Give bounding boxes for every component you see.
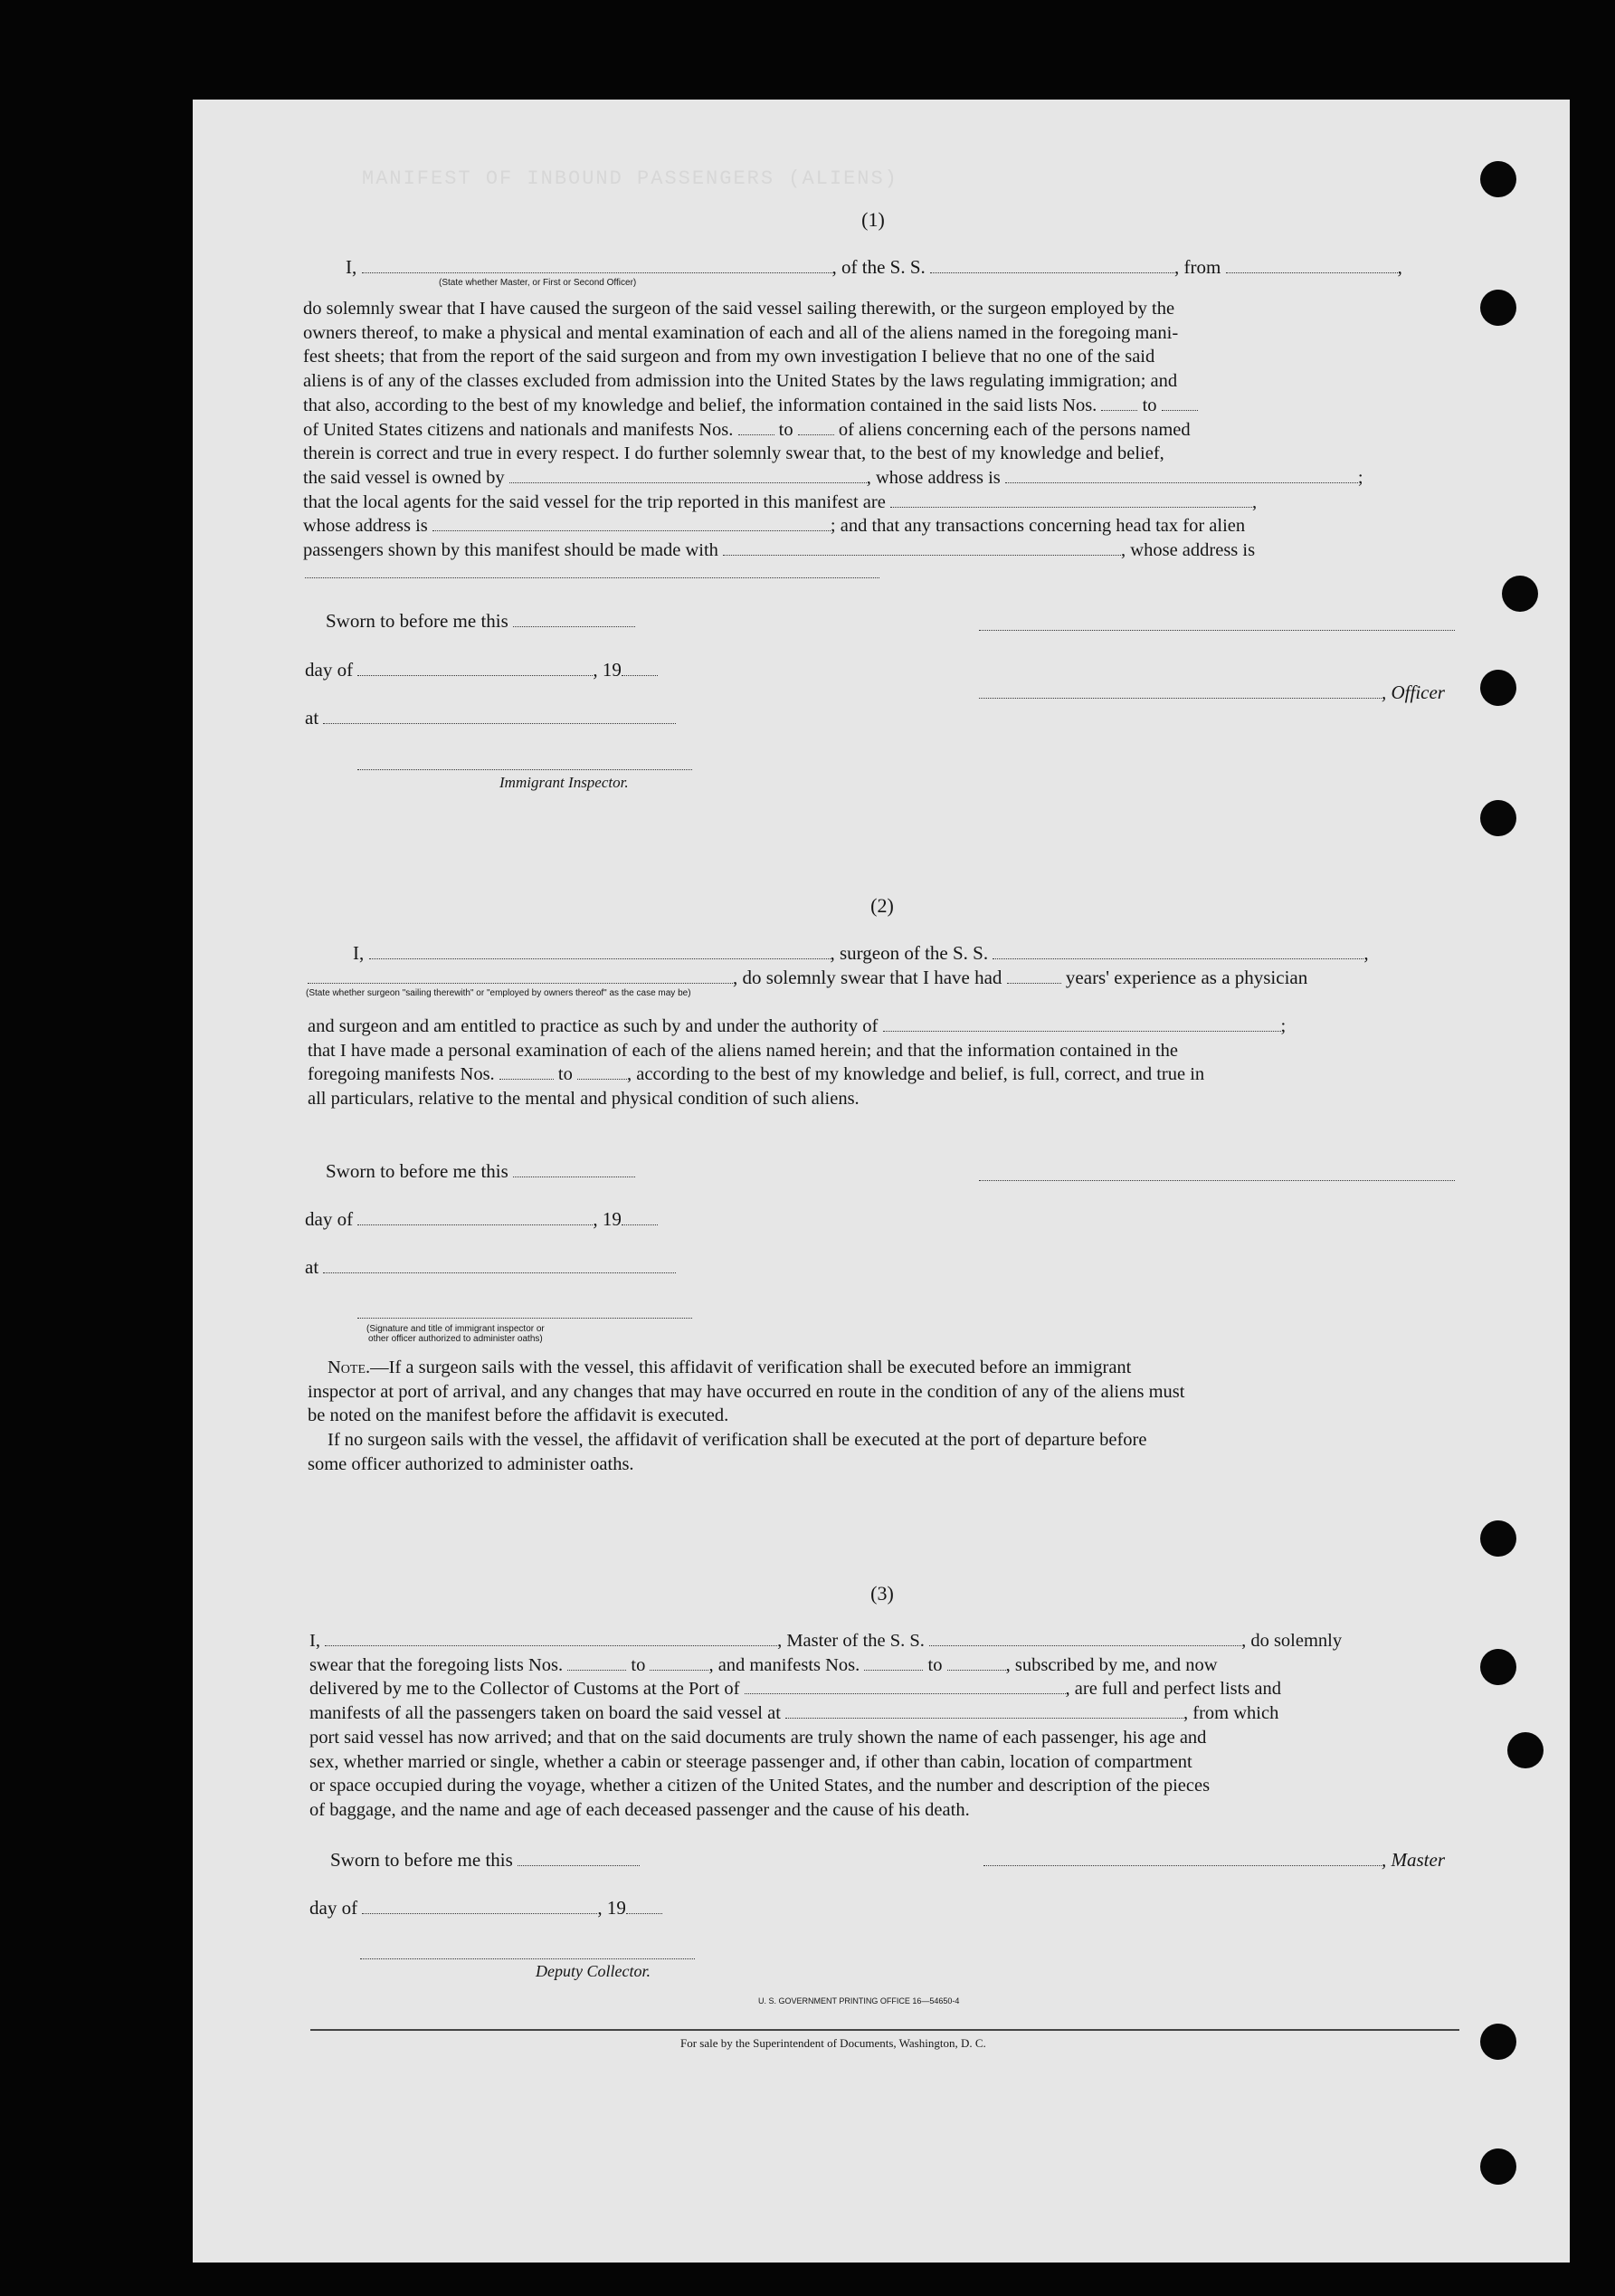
vessel-owner-field[interactable]: [509, 468, 867, 483]
head-tax-contact-field[interactable]: [723, 540, 1121, 556]
s2-body-line: all particulars, relative to the mental and physical condition of such aliens.: [308, 1089, 860, 1110]
s3-body-line: port said vessel has now arrived; and that on the said documents are truly shown the name of each passenger, his age and: [309, 1727, 1207, 1748]
s2-manifests-to-field[interactable]: [577, 1064, 627, 1080]
s3-lists-from-field[interactable]: [567, 1655, 626, 1671]
s1-body-line: that the local agents for the said vessel for the trip reported in this manifest are ,: [303, 491, 1258, 512]
s2-line2: , do solemnly swear that I have had years' experience as a physician: [308, 966, 1307, 989]
s3-body-line: manifests of all the passengers taken on board the said vessel at , from which: [309, 1703, 1279, 1724]
s3-manifests-from-field[interactable]: [864, 1655, 923, 1671]
s3-body-line: I, , Master of the S. S. , do solemnly: [309, 1631, 1343, 1651]
s3-day-of: day of , 19: [309, 1896, 662, 1920]
ship-name-field[interactable]: [930, 258, 1174, 273]
master-name-field[interactable]: [362, 258, 832, 273]
s2-note-line: some officer authorized to administer oaths.: [308, 1453, 634, 1474]
s1-at: at: [305, 706, 676, 729]
section-1-number: (1): [861, 208, 885, 231]
punch-hole: [1480, 1649, 1516, 1685]
s2-signature-note: (Signature and title of immigrant inspector or other officer authorized to administer oaths): [366, 1324, 545, 1344]
printing-office-line: U. S. GOVERNMENT PRINTING OFFICE 16—54650-4: [758, 1996, 960, 2005]
s1-day-of-field[interactable]: [357, 661, 593, 676]
s3-body-line: delivered by me to the Collector of Customs at the Port of , are full and perfect lists and: [309, 1679, 1282, 1700]
s1-year-field[interactable]: [622, 661, 658, 676]
s3-day-of-field[interactable]: [362, 1899, 597, 1914]
s3-master-signature-field[interactable]: [983, 1851, 1382, 1866]
s1-officer-signature-field[interactable]: [979, 683, 1382, 699]
s1-body-line: do solemnly swear that I have caused the surgeon of the said vessel sailing therewith, or the surgeon employed by the: [303, 299, 1175, 319]
surgeon-status-field[interactable]: [308, 968, 733, 984]
lists-nos-to-field[interactable]: [1162, 395, 1198, 411]
years-experience-field[interactable]: [1007, 968, 1061, 984]
from-port-field[interactable]: [1226, 258, 1398, 273]
s2-body-line: foregoing manifests Nos. to , according to the best of my knowledge and belief, is full, correct, and true in: [308, 1064, 1205, 1085]
s2-at-field[interactable]: [323, 1258, 676, 1273]
s1-sworn-date-field[interactable]: [513, 612, 635, 627]
lists-nos-from-field[interactable]: [1101, 395, 1137, 411]
s1-sworn: Sworn to before me this: [326, 609, 635, 633]
s1-address-continuation-field[interactable]: [305, 563, 879, 578]
s3-body-line: or space occupied during the voyage, whether a citizen of the United States, and the number and description of the pieces: [309, 1776, 1211, 1796]
s2-inspector-signature-field[interactable]: [357, 1303, 692, 1319]
surgeon-name-field[interactable]: [369, 944, 831, 959]
s3-master: , Master: [983, 1848, 1445, 1872]
s1-officer-note: (State whether Master, or First or Second Officer): [439, 278, 637, 288]
bleed-through-header: MANIFEST OF INBOUND PASSENGERS (ALIENS): [362, 167, 898, 190]
s3-body-line: sex, whether married or single, whether a cabin or steerage passenger and, if other than cabin, location of compartment: [309, 1751, 1192, 1772]
s2-at: at: [305, 1255, 676, 1279]
s3-lists-to-field[interactable]: [650, 1655, 708, 1671]
punch-hole: [1502, 576, 1538, 612]
s2-body-line: and surgeon and am entitled to practice as such by and under the authority of ;: [308, 1016, 1287, 1036]
s1-body-line: whose address is ; and that any transactions concerning head tax for alien: [303, 516, 1246, 537]
s2-manifests-from-field[interactable]: [499, 1064, 554, 1080]
s1-officer: , Officer: [979, 681, 1445, 704]
s1-body-line: owners thereof, to make a physical and mental examination of each and all of the aliens named in the foregoing mani-: [303, 322, 1179, 343]
s3-collector-signature-field[interactable]: [360, 1944, 695, 1959]
punch-hole: [1480, 2024, 1516, 2060]
s1-inspector-label: Immigrant Inspector.: [499, 774, 629, 791]
boarding-port-field[interactable]: [785, 1703, 1183, 1719]
s1-body-line: passengers shown by this manifest should be made with , whose address is: [303, 540, 1256, 561]
section-3-number: (3): [870, 1582, 894, 1605]
s2-day-of: day of , 19: [305, 1207, 658, 1231]
s3-body: [309, 1629, 1460, 1823]
manifests-nos-to-field[interactable]: [798, 420, 834, 435]
s2-surgeon-signature-field[interactable]: [979, 1166, 1455, 1181]
local-agents-field[interactable]: [890, 492, 1252, 508]
punch-hole: [1480, 1520, 1516, 1557]
punch-hole: [1480, 2148, 1516, 2185]
s1-body-line: aliens is of any of the classes excluded from admission into the United States by the laws regulating immigration; and: [303, 371, 1178, 392]
s3-collector-label: Deputy Collector.: [536, 1962, 651, 1980]
s1-at-field[interactable]: [323, 709, 676, 724]
s1-body-line: therein is correct and true in every respect. I do further solemnly swear that, to the best of my knowledge and belief,: [303, 443, 1164, 464]
agents-address-field[interactable]: [432, 516, 831, 531]
s2-body: [308, 1015, 1458, 1111]
section-2-number: (2): [870, 894, 894, 917]
s1-body-line: of United States citizens and nationals and manifests Nos. to of aliens concerning each of the persons named: [303, 419, 1191, 440]
s3-master-name-field[interactable]: [325, 1631, 777, 1646]
s3-manifests-to-field[interactable]: [947, 1655, 1006, 1671]
s2-body-line: that I have made a personal examination of each of the aliens named herein; and that the information contained in the: [308, 1040, 1178, 1061]
s3-sworn: Sworn to before me this: [330, 1848, 640, 1872]
s2-year-field[interactable]: [622, 1210, 658, 1225]
s2-status-note: (State whether surgeon "sailing therewith" or "employed by owners thereof" as the case may be): [306, 988, 691, 998]
s1-line1: I, , of the S. S. , from ,: [346, 256, 1402, 278]
s1-body-line: that also, according to the best of my knowledge and belief, the information contained in the said lists Nos. to: [303, 394, 1456, 418]
s2-note-line: Note.—If a surgeon sails with the vessel, this affidavit of verification shall be executed before an immigrant: [328, 1358, 1132, 1377]
s3-year-field[interactable]: [626, 1899, 662, 1914]
punch-hole: [1480, 290, 1516, 326]
s2-note-line: be noted on the manifest before the affidavit is executed.: [308, 1405, 729, 1426]
s1-body-line: fest sheets; that from the report of the said surgeon and from my own investigation I believe that no one of the said: [303, 347, 1155, 367]
s1-inspector-signature-field[interactable]: [357, 755, 692, 770]
footer-rule: [310, 2029, 1459, 2031]
customs-port-field[interactable]: [745, 1679, 1066, 1694]
punch-hole: [1480, 161, 1516, 197]
s3-body-line: of baggage, and the name and age of each deceased passenger and the cause of his death.: [309, 1799, 970, 1820]
s3-ship-name-field[interactable]: [929, 1631, 1241, 1646]
s2-line1: I, , surgeon of the S. S. ,: [353, 942, 1369, 964]
punch-hole: [1480, 670, 1516, 706]
s2-sworn: Sworn to before me this: [326, 1159, 635, 1183]
s2-note-line: If no surgeon sails with the vessel, the affidavit of verification shall be executed at the port of departure before: [328, 1430, 1147, 1451]
s2-ship-name-field[interactable]: [993, 944, 1363, 959]
manifests-nos-from-field[interactable]: [738, 420, 774, 435]
s3-sworn-date-field[interactable]: [518, 1851, 640, 1866]
owner-address-field[interactable]: [1005, 468, 1358, 483]
s3-body-line: swear that the foregoing lists Nos. to , and manifests Nos. to , subscribed by me, and now: [309, 1654, 1218, 1675]
practice-authority-field[interactable]: [883, 1016, 1281, 1032]
s2-sworn-date-field[interactable]: [513, 1162, 635, 1177]
s1-day-of: day of , 19: [305, 658, 658, 681]
s1-body: [303, 297, 1456, 563]
punch-hole: [1507, 1732, 1544, 1768]
punch-hole: [1480, 800, 1516, 836]
s2-day-of-field[interactable]: [357, 1210, 593, 1225]
s2-note-line: inspector at port of arrival, and any changes that may have occurred en route in the condition of any of the aliens must: [308, 1381, 1185, 1402]
sale-line: For sale by the Superintendent of Documents, Washington, D. C.: [680, 2036, 986, 2050]
s1-officer-signature-top-field[interactable]: [979, 615, 1455, 631]
s1-body-line: the said vessel is owned by , whose address is ;: [303, 467, 1363, 488]
s2-note: [308, 1356, 1458, 1477]
